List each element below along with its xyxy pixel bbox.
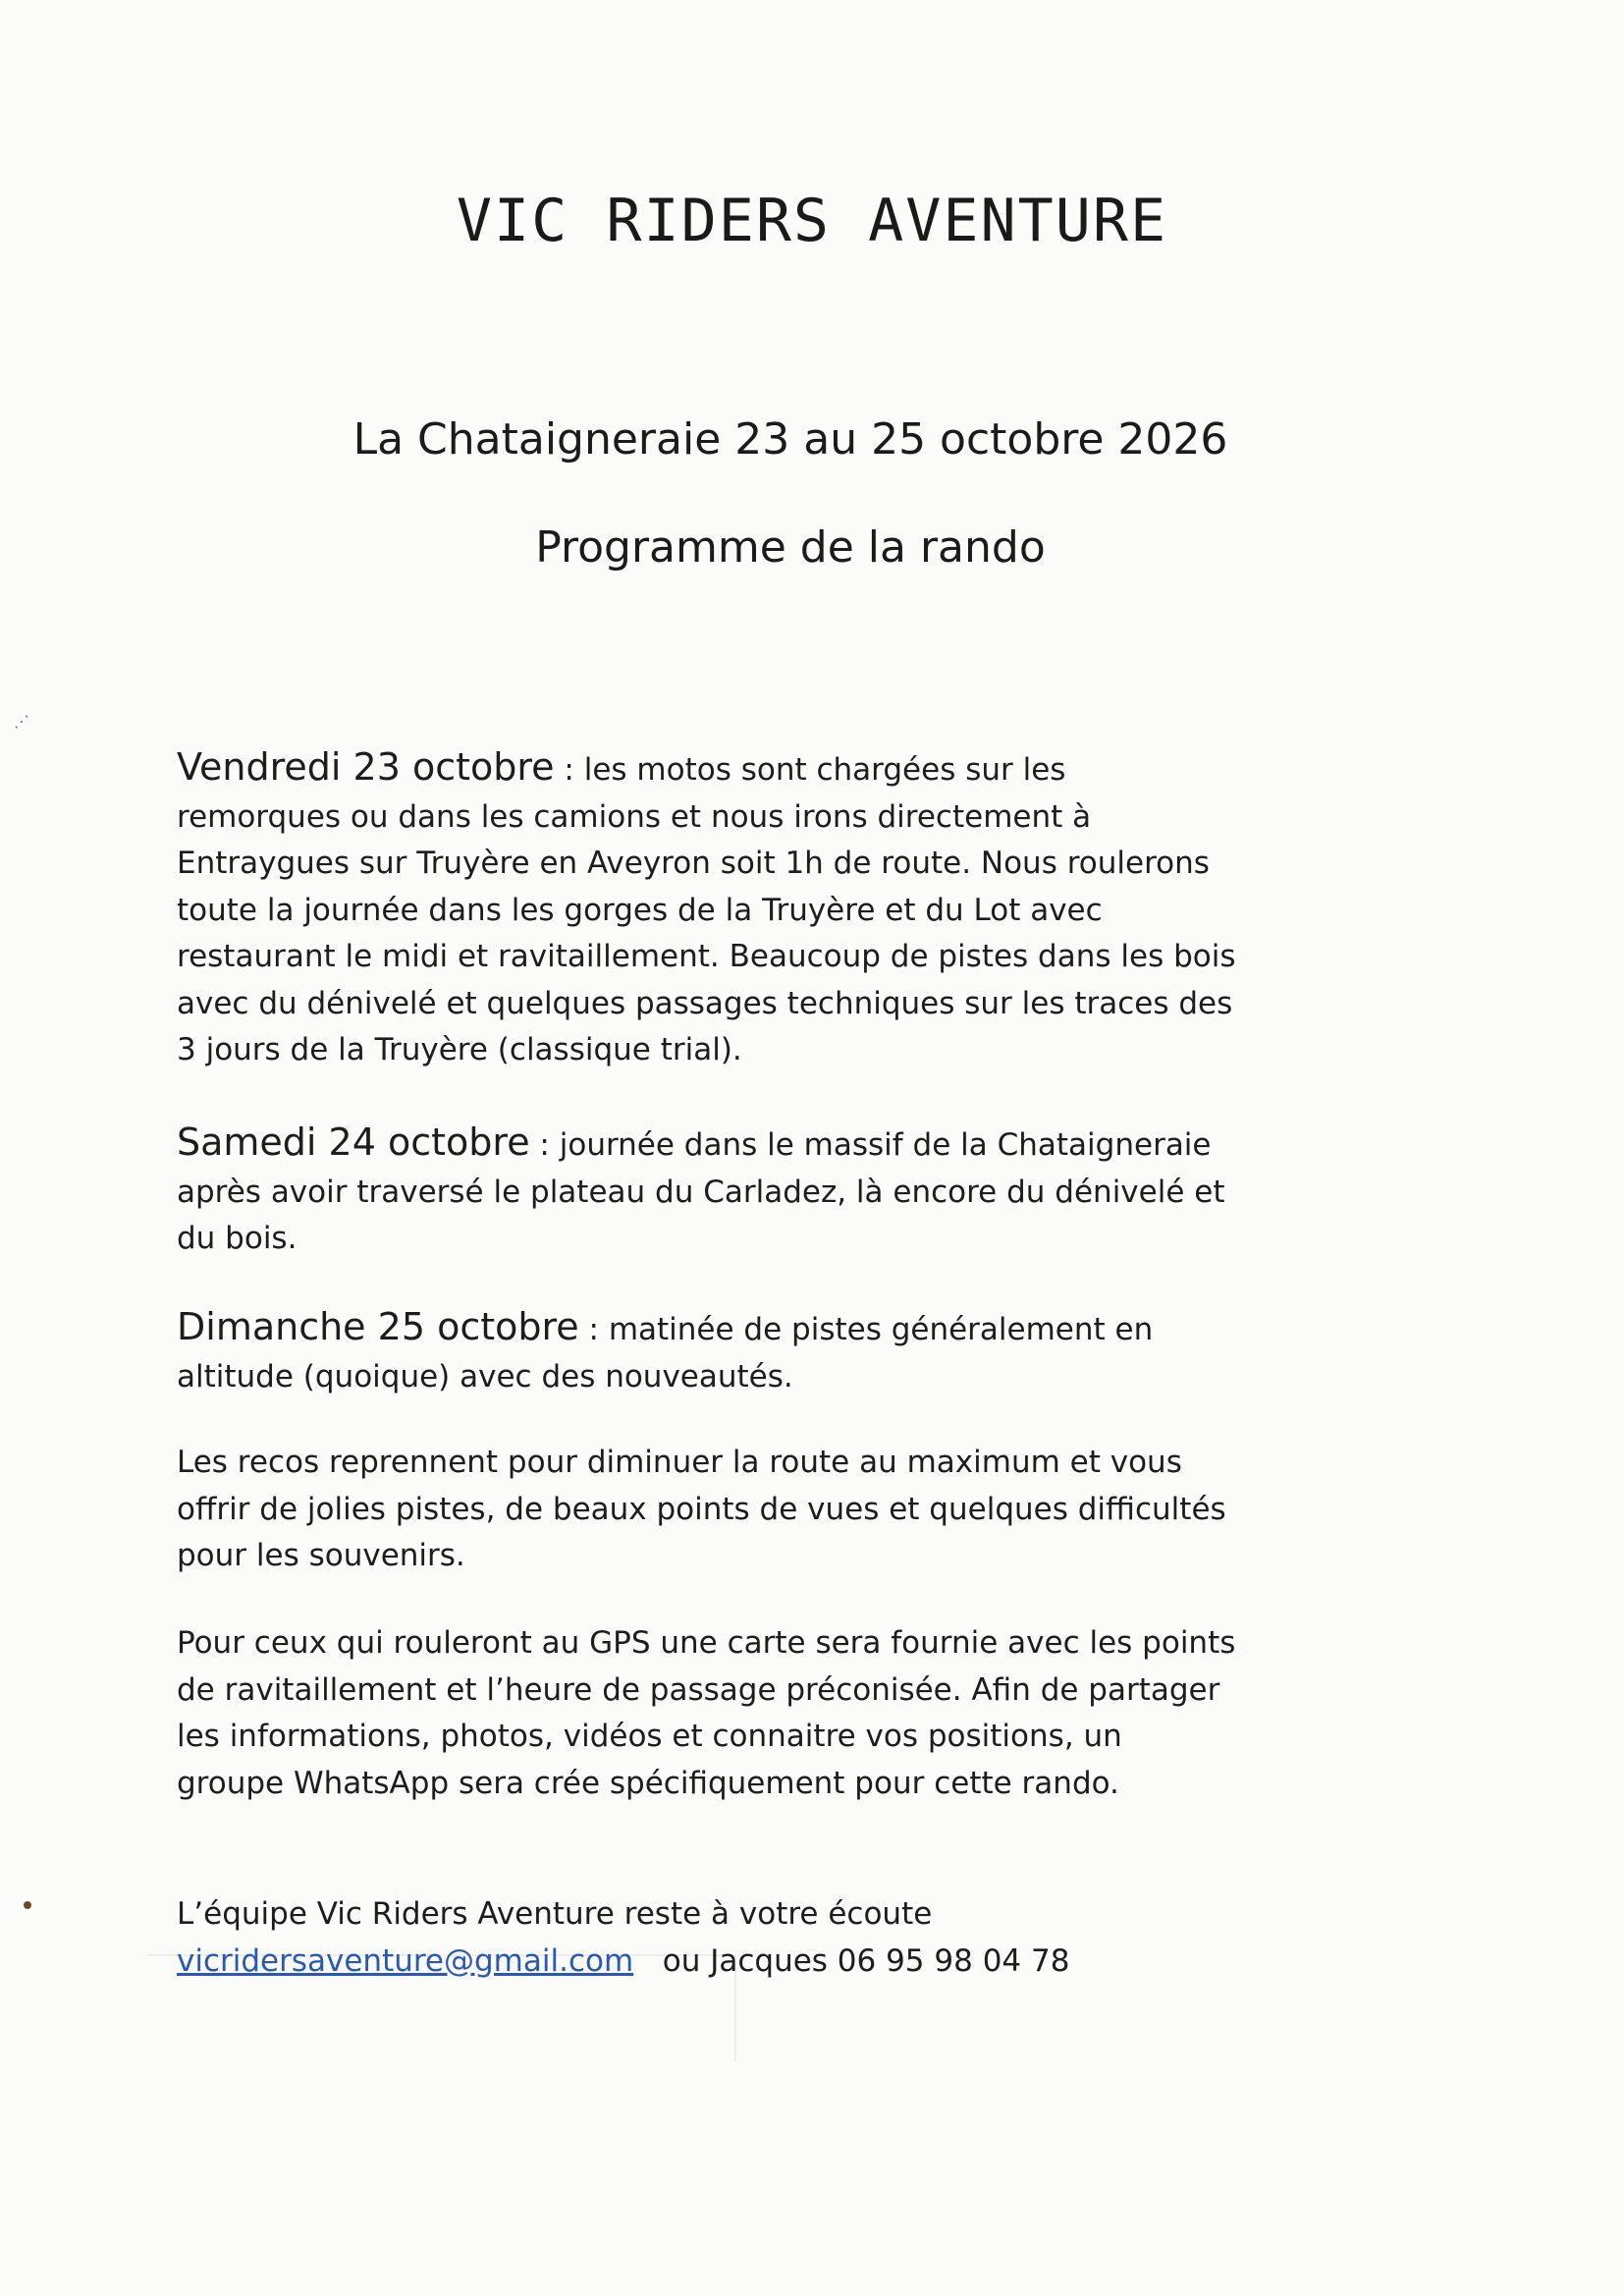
scan-smudge: ⋰	[14, 712, 29, 731]
team-line: L’équipe Vic Riders Aventure reste à votre écoute	[177, 1896, 933, 1932]
event-dates: La Chataigneraie 23 au 25 octobre 2026	[352, 414, 1228, 465]
scan-speck	[24, 1901, 31, 1909]
document-title: VIC RIDERS AVENTURE	[456, 187, 1168, 255]
saturday-separator: :	[529, 1127, 560, 1163]
gps-paragraph: Pour ceux qui rouleront au GPS une carte sera fournie avec les points de ravitaillement et l’heure de passage préconisée. Afin de partager les informations, photos, vidéos et connaitre vos positions, un groupe WhatsApp sera crée spécifiquement pour cette rando.	[177, 1625, 1236, 1801]
saturday-paragraph	[177, 1120, 1237, 1263]
recos-paragraph: Les recos reprennent pour diminuer la route au maximum et vous offrir de jolies pistes, de beaux points de vues et quelques difficultés pour les souvenirs.	[177, 1445, 1226, 1573]
friday-section	[177, 744, 1237, 1074]
saturday-section	[177, 1120, 1237, 1263]
program-heading: Programme de la rando	[535, 522, 1046, 573]
contact-line	[177, 1939, 1237, 1986]
friday-text: les motos sont chargées sur les remorques ou dans les camions et nous irons directement à Entraygues sur Truyère en Aveyron soit 1h de route. Nous roulerons toute la journée dans les gorges de la Truyère et du Lot avec restaurant le midi et ravitaillement. Beaucoup de pistes dans les bois avec du dénivelé et quelques passages techniques sur les traces des 3 jours de la Truyère (classique trial).	[177, 752, 1236, 1067]
gps-section	[177, 1620, 1237, 1807]
email-link[interactable]: vicridersaventure@gmail.com	[177, 1942, 634, 1979]
sunday-label: Dimanche 25 octobre	[177, 1305, 579, 1348]
sunday-paragraph	[177, 1304, 1237, 1400]
friday-separator: :	[554, 752, 584, 788]
phone-contact: ou Jacques 06 95 98 04 78	[662, 1942, 1070, 1979]
recos-section	[177, 1440, 1237, 1580]
sunday-separator: :	[578, 1312, 609, 1347]
contact-section	[177, 1891, 1237, 1985]
saturday-text: journée dans le massif de la Chataigneraie après avoir traversé le plateau du Carladez, là encore du dénivelé et du bois.	[177, 1127, 1225, 1256]
saturday-label: Samedi 24 octobre	[177, 1121, 530, 1164]
friday-label: Vendredi 23 octobre	[177, 745, 555, 789]
friday-paragraph	[177, 744, 1237, 1074]
sunday-section	[177, 1304, 1237, 1400]
sunday-text: matinée de pistes généralement en altitude (quoique) avec des nouveautés.	[177, 1312, 1154, 1394]
